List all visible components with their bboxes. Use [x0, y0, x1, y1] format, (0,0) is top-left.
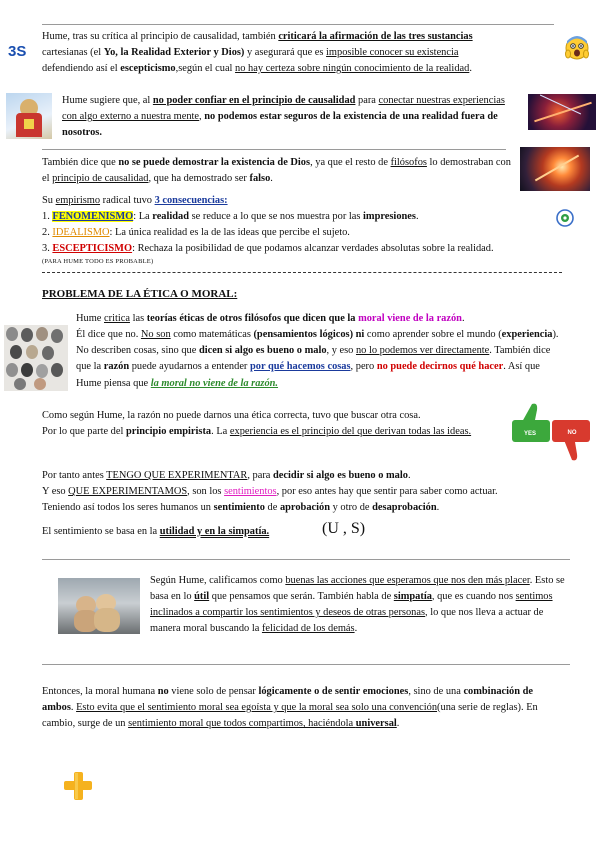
svg-text:YES: YES [523, 431, 537, 437]
philosophers-collage-image [4, 325, 68, 391]
paragraph-experience-feelings: Por tanto antes TENGO QUE EXPERIMENTAR, para decidir si algo es bueno o malo. Y eso QUE EXPERIMENTAMOS, son los sentimientos, por eso antes hay que sentir para saber como actuar. Teniendo así todos los seres humanos un sentimiento de aprobación y otro de desaprobación. [42, 470, 498, 514]
god-statue-image [6, 93, 52, 139]
logo: 3S [8, 43, 27, 60]
probable-note: (PARA HUME TODO ES PROBABLE) [42, 257, 154, 265]
paragraph-utility-sympathy: El sentimiento se basa en la utilidad y en la simpatía. [42, 526, 270, 537]
divider [42, 559, 570, 560]
paragraph-empirical-principle: Como según Hume, la razón no puede darnos una ética correcta, tuvo que buscar otra cosa. Por lo que parte del principio empirista. La experiencia es el principio del que derivan todas las ideas. [42, 410, 472, 438]
svg-text:NO: NO [567, 430, 577, 436]
paragraph-substances: Hume, tras su crítica al principio de causalidad, también criticará la afirmación de las tres sustancias cartesianas (el Yo, la Realidad Exterior y Dios) y asegurará que es imposible conocer su existencia defendiendo así el escepticismo,según el cual no hay certeza sobre ningún conocimiento de la realidad. [42, 31, 473, 75]
badge-icon [556, 209, 574, 227]
teddy-bears-image [58, 578, 140, 634]
paragraph-external-reality: Hume sugiere que, al no poder confiar en el principio de causalidad para conectar nuestras experiencias con algo externo a nuestra mente, no podemos estar seguros de la existencia de una realidad fuera de nosotros. [62, 95, 505, 139]
neuron-image [528, 94, 596, 130]
divider [42, 149, 506, 150]
paragraph-conclusion: Entonces, la moral humana no viene solo de pensar lógicamente o de sentir emociones, sino de una combinación de ambos. Esto evita que el sentimiento moral sea egoísta y que la moral sea solo una convención(una serie de reglas). En cambio, surge de un sentimiento moral que todos compartimos, haciéndola universal. [42, 686, 538, 730]
section-heading: PROBLEMA DE LA ÉTICA O MORAL: [42, 288, 238, 300]
paragraph-god: También dice que no se puede demostrar la existencia de Dios, ya que el resto de filósofos lo demostraban con el principio de causalidad, que ha demostrado ser falso. [42, 157, 511, 185]
consequences-list [42, 193, 562, 265]
thumbs-down-icon [550, 418, 596, 464]
paragraph-ethics-reason: Hume critica las teorías éticas de otros filósofos que dicen que la moral viene de la razón. Él dice que no. No son como matemáticas (pensamientos lógicos) ni como aprender sobre el mundo (experiencia). No describen cosas, sino que dicen si algo es bueno o malo, y eso no lo podemos ver directamente. También dice que la razón puede ayudarnos a entender por qué hacemos cosas, pero no puede decirnos qué hacer. Así que Hume piensa que la moral no viene de la razón. [76, 313, 559, 389]
list-item: 1. FENOMENISMO: La realidad se reduce a lo que se nos muestra por las impresiones. [42, 211, 419, 223]
top-divider [42, 24, 554, 25]
consequences-intro: Su empirismo radical tuvo 3 consecuencias: [42, 195, 228, 206]
list-item: 3. ESCEPTICISMO: Rechaza la posibilidad de que podamos alcanzar verdades absolutas sobre la realidad. [42, 243, 494, 255]
scared-emoji-icon [564, 35, 590, 61]
plus-icon [62, 770, 94, 802]
paragraph-pleasure-sympathy: Según Hume, calificamos como buenas las acciones que esperamos que nos den más placer. Esto se basa en lo útil que pensamos que serán. También habla de simpatía, que es cuando nos sentimos inclinados a compartir los sentimientos y deseos de otras personas, lo que nos lleva a actuar de manera moral buscando la felicidad de los demás. [150, 575, 565, 635]
cosmos-image [520, 147, 590, 191]
list-item: 2. IDEALISMO: La única realidad es la de las ideas que percibe el sujeto. [42, 227, 350, 239]
divider [42, 664, 570, 665]
formula-u-s: (U , S) [322, 520, 366, 537]
dashed-separator [42, 272, 562, 273]
